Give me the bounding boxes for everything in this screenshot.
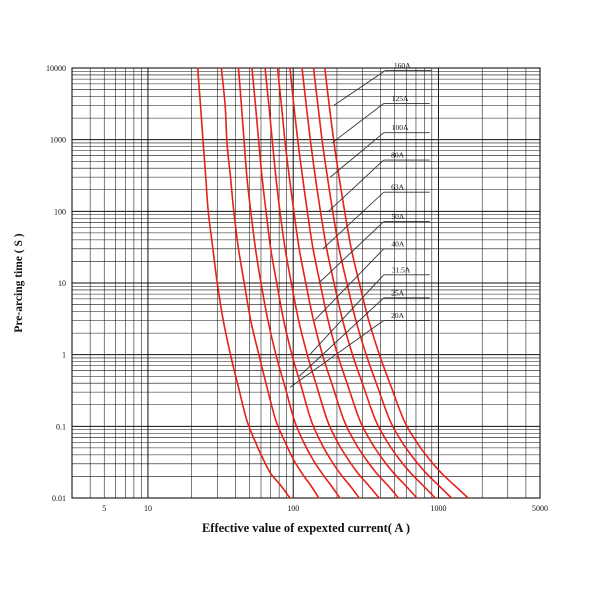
series-label-63A: 63A <box>391 182 405 192</box>
series-label-50A: 50A <box>391 212 405 222</box>
y-axis-label: Pre-arcing time ( S ) <box>13 233 25 333</box>
series-label-100A: 100A <box>391 123 409 133</box>
x-tick-label: 5 <box>102 504 107 513</box>
series-label-160A: 160A <box>393 61 411 71</box>
x-tick-label: 100 <box>287 504 300 513</box>
x-axis-label: Effective value of expexted current( A ) <box>201 521 411 535</box>
series-label-25A: 25A <box>391 288 405 298</box>
y-tick-label: 0.1 <box>56 422 66 432</box>
y-tick-label: 100 <box>54 207 66 217</box>
y-tick-label: 10 <box>58 279 66 288</box>
series-label-31-5A: 31.5A <box>391 265 411 275</box>
y-tick-label: 10000 <box>46 64 66 73</box>
series-label-20A: 20A <box>391 310 405 320</box>
series-label-40A: 40A <box>391 239 405 249</box>
series-label-80A: 80A <box>391 150 405 160</box>
x-tick-label: 1000 <box>430 504 447 513</box>
y-tick-label: 1000 <box>50 135 66 145</box>
y-tick-label: 1 <box>62 350 66 360</box>
x-tick-label: 10 <box>143 504 152 513</box>
series-label-125A: 125A <box>391 93 409 103</box>
y-tick-label: 0.01 <box>52 494 66 503</box>
x-tick-label: 5000 <box>532 504 548 513</box>
